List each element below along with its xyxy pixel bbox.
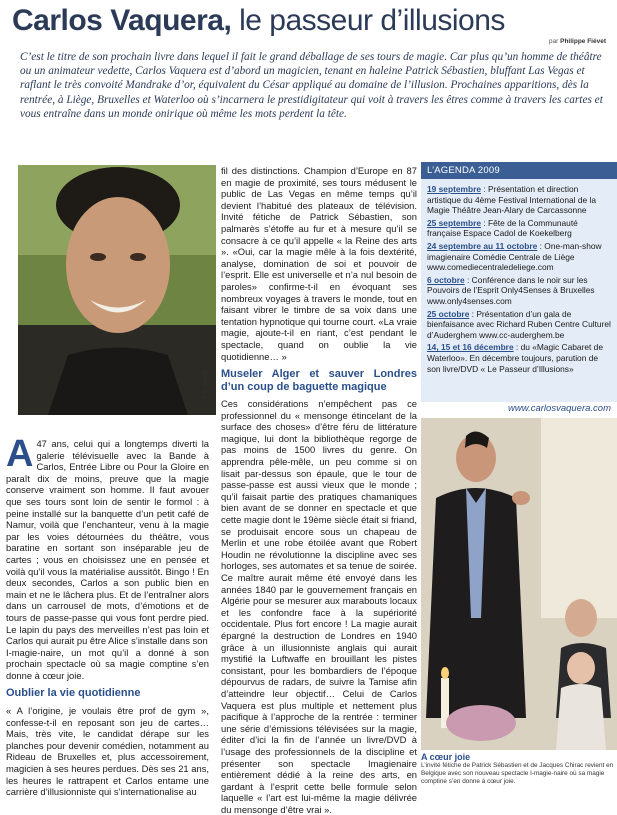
agenda-item [427, 342, 611, 374]
agenda-box [421, 162, 617, 402]
column-2 [221, 165, 417, 815]
dropcap: A [6, 433, 34, 475]
col1-paragraph-2: I-magie-naire, un mot qu’il a donné à son prochain spectacle où sa magie comptine s’en donne à cœur joie. [6, 646, 209, 681]
agenda-text: : Conférence dans le noir sur les Pouvoirs de l’Esprit Only4Senses à Bruxelles www.only4senses.com [427, 274, 595, 306]
agenda-date: 24 septembre au 11 octobre [427, 240, 538, 251]
photo-caption [421, 752, 617, 786]
byline [549, 38, 606, 45]
agenda-text: : One-man-show imagienaire Comédie Centrale de Liège www.comediecentraledeliege.com [427, 240, 602, 273]
caption-text: L’invité fétiche de Patrick Sébastien et de Jacques Chirac revient en Belgique avec son nouveau spectacle I-magie-naire où sa magie comptine s’en donne à cœur joie. [421, 762, 614, 785]
col1-paragraph-3: « A l’origine, je voulais être prof de gym », confesse-t-il en reposant son jeu de cartes… Mais, très vite, le candidat dérape sur les planches pour devenir comédien, notamment au Rideau de Bruxelles et, plus accessoirement, magicien à ses heures perdues. Dès ses 21 ans, les heures le rattrapent et Carlos entame une carrière d’illusionniste qui s’internationalise au [6, 704, 209, 798]
col1-p1-text: 47 ans, celui qui a longtemps diverti la galerie télévisuelle avec la Bande à Carlos, Entrée Libre ou Pour la Gloire en paraît dix de moins, preuve que la magie conserve vraiment son homme. Il faut avouer que ses tours sont loin de sentir le formol : à peine installé sur la banquette d’un petit café de Namur, voilà que l’enchanteur, venu à la magie par les voies détournées du théâtre, vous baratine en sortant son inséparable jeu de cartes ; vous en choisissez une en pensée et voilà qu’il vous la matérialise aussitôt. Bingo ! En deux secondes, Carlos a son public bien en main et ne le lâchera plus. Et de l’entraîner alors dans un carrousel de mots, d’émotions et de tours de passe-passe qui vous font perdre pied. Le lapin du pays des merveilles n’est pas loin et Carlos qui aurait pu être Alice s’installe dans son [6, 438, 209, 647]
title-sub: le passeur d’illusions [231, 4, 505, 37]
agenda-text: : Fête de la Communauté française Espace Cadol de Koekelberg [427, 217, 578, 239]
article-lead: C’est le titre de son prochain livre dans lequel il fait le grand déballage de ses tours de magie. Car plus qu’un homme de théâtre ou un animateur vedette, Carlos Vaquera est d’abord un magicien, tenant en haleine Patrick Sébastien, bluffant Las Vegas et raflant le très convoité Mandrake d’or, équivalent du César appliqué au domaine de l’illusion. Prochaines apparitions, dès la rentrée, à Liège, Bruxelles et Waterloo où s’incarnera le prestidigitateur qui voit à travers les êtres comme à travers les cartes et vous entraîne dans un monde onirique où même les mots perdent la tête. [20, 51, 603, 120]
agenda-item [427, 218, 611, 239]
agenda-item [427, 309, 611, 341]
column-1 [6, 433, 209, 798]
agenda-item [427, 275, 611, 307]
photo-credit: © S. Henry [203, 370, 209, 400]
col2-paragraph-2: Ces considérations n’empêchent pas ce professionnel du « mensonge étincelant de la surface des choses» d’être féru de littérature magique, lui dont la bibliothèque regorge de pas moins de 1500 livres du genre. On apprendra pêle-mêle, un peu comme si on lisait par-dessus son épaule, que le tour de passe-passe est aussi vieux que le monde ; qu’il faisait partie des pratiques chamaniques bien avant de se donner en spectacle et que cette magie dont le 19ème siècle était si friand, se produisait encore sous un chapeau de Merlin et une robe étoilée avant que Robert Houdin ne révolutionne la discipline avec ses horloges, ses automates et sa tenue de soirée. Ce maître aurait même été envoyé dans les années 1840 par le gouvernement français en Algérie pour se mesurer aux marabouts locaux et les confondre face à la supériorité occidentale. Plus fort encore ! La magie aurait épargné la destruction de Londres en 1940 grâce à un illusionniste anglais qui aurait mystifié la Luftwaffe en brouillant les pistes consistant, pour les bombardiers de l’époque dépourvus de radars, de suivre la Tamise afin d’atteindre leur objectif… Celui de Carlos Vaquera est plus multiple et nettement plus pacifique à l’approche de la rentrée : terminer une série d’émissions télévisées sur la magie, éditer d’ici la fin de l’année un livre/DVD à l’usage des professionnels de la discipline et présenter son spectacle Imagienaire entièrement dédié à la reine des arts, en gardant à l’esprit cette belle formule selon laquelle « l’art est lui-même la magie délivrée du mensonge d’être vrai ». [221, 398, 417, 815]
agenda-item [427, 241, 611, 273]
col2-paragraph-1: fil des distinctions. Champion d’Europe en 87 en magie de proximité, ses tours médusent le public de Las Vegas en même temps qu’il devient l’habitué des plateaux de télévision. Invité fétiche de Patrick Sébastien, son palmarès s’étoffe au fur et à mesure qu’il se consacre à ce qu’il appelle « la Reine des arts ». «Oui, car la magie mêle à la fois dextérité, analyse, domination de soi et pouvoir de l’esprit. Elle est universelle et n’a nul besoin de paroles» confirme-t-il en évoquant ses nombreux voyages à travers le monde, tout en faisant vibrer le timbre de sa voix dans une tentation hypnotique qui tourne court. «La vraie magie, ajoute-t-il en riant, c’est pendant le spectacle, quand on oublie la vie quotidienne… » [221, 165, 417, 362]
col1-paragraph-1 [6, 433, 209, 647]
subhead-museler-alger: Museler Alger et sauver Londres d’un coup de baguette magique [221, 368, 417, 393]
caption-title: A cœur joie [421, 752, 471, 762]
agenda-item [427, 184, 611, 216]
agenda-date: 19 septembre [427, 184, 481, 194]
byline-author: Philippe Fiévet [560, 38, 606, 45]
performance-photo [421, 418, 617, 750]
agenda-text: : Présentation et direction artistique du 4ème Festival International de la Magie Théâtre Jean-Alary de Carcassonne [427, 184, 596, 216]
agenda-date: 25 octobre [427, 308, 470, 319]
article-title [12, 4, 505, 38]
agenda-list [421, 179, 617, 381]
website-link[interactable]: www.carlosvaquera.com [508, 403, 611, 414]
portrait-illustration [18, 165, 216, 415]
byline-prefix: par [548, 38, 561, 45]
agenda-date: 14, 15 et 16 décembre [427, 342, 514, 353]
agenda-title: L’AGENDA 2009 [421, 162, 617, 179]
title-main: Carlos Vaquera, [12, 4, 232, 37]
agenda-text: : Présentation d’un gala de bienfaisance avec Richard Ruben Centre Culturel d’Auderghem www.cc-auderghem.be [427, 308, 611, 340]
portrait-photo [18, 165, 216, 415]
agenda-date: 25 septembre [427, 217, 481, 228]
performance-illustration [421, 418, 617, 750]
article-header [12, 4, 612, 44]
agenda-text: : du «Magic Cabaret de Waterloo». En décembre toujours, parution de son livre/DVD « Le Passeur d’Illusions» [427, 342, 603, 374]
agenda-date: 6 octobre [427, 274, 465, 285]
subhead-vie-quotidienne: Oublier la vie quotidienne [6, 687, 141, 700]
